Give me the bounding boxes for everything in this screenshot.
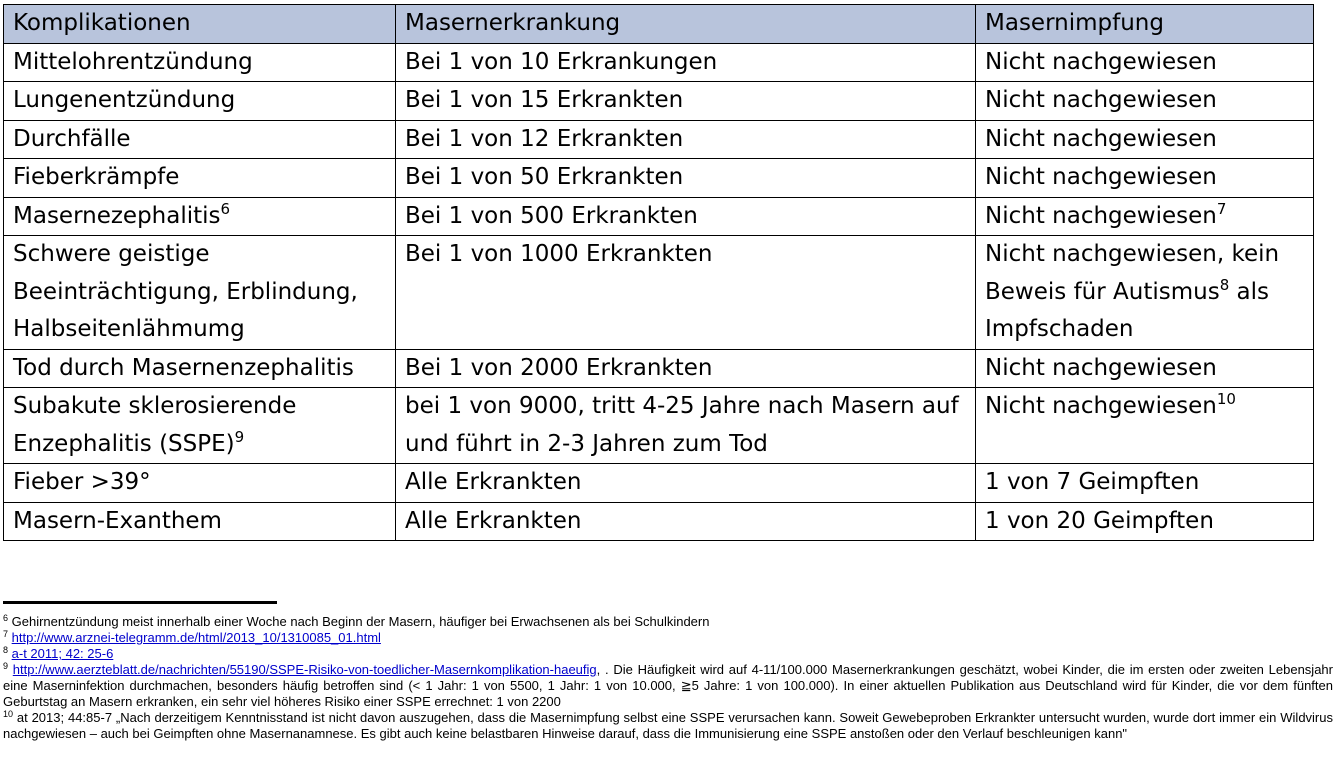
table-row bbox=[4, 236, 1314, 350]
vaccine-cell: Nicht nachgewiesen bbox=[976, 159, 1314, 198]
complication-cell: Lungenentzündung bbox=[4, 82, 396, 121]
disease-cell: Bei 1 von 2000 Erkrankten bbox=[396, 349, 976, 388]
footnote-9: $^9$ http://www.aerzteblatt.de/nachrichten/55190/SSPE-Risiko-von-toedlicher-Masernkomplikation-haeufig, . Die Häufigkeit wird auf 4-11/100.000 Masernerkrankungen geschätzt, wobei Kinder, die im ersten oder zweiten Lebensjahr eine Maserninfektion durchmachen, besonders häufig betroffen sind (< 1 Jahr: 1 von 5500, 1 Jahr: 1 von 10.000, ≧5 Jahre: 1 von 100.000). In einer aktuellen Publikation aus Deutschland wird für Kinder, die vor dem fünften Geburtstag an Masern erkranken, ein sehr viel höheres Risiko einer SSPE errechnet: 1 von 2200 bbox=[3, 661, 1333, 709]
table-row bbox=[4, 120, 1314, 159]
footnote-9-link[interactable]: http://www.aerzteblatt.de/nachrichten/55190/SSPE-Risiko-von-toedlicher-Masernkomplikation-haeufig bbox=[12, 662, 597, 677]
table-header-row bbox=[4, 5, 1314, 44]
table-row bbox=[4, 349, 1314, 388]
complication-cell: Fieber >39° bbox=[4, 464, 396, 503]
footnote-8-link[interactable]: a-t 2011; 42: 25-6 bbox=[11, 646, 114, 661]
footnote-ref: 9 bbox=[234, 427, 245, 446]
footnote-ref: 7 bbox=[1216, 199, 1227, 218]
footnote-ref: 6 bbox=[220, 199, 231, 218]
footnote-ref: 10 bbox=[1216, 390, 1236, 408]
header-komplikationen: Komplikationen bbox=[4, 5, 396, 44]
table-row bbox=[4, 388, 1314, 464]
footnote-ref: 8 bbox=[1219, 275, 1230, 294]
disease-cell: Bei 1 von 10 Erkrankungen bbox=[396, 43, 976, 82]
complication-cell: Durchfälle bbox=[4, 120, 396, 159]
disease-cell: Alle Erkrankten bbox=[396, 464, 976, 503]
vaccine-cell: 1 von 7 Geimpften bbox=[976, 464, 1314, 503]
footnote-7-link[interactable]: http://www.arznei-telegramm.de/html/2013_10/1310085_01.html bbox=[11, 630, 381, 645]
footnote-10: $^{10}$ at 2013; 44:85-7 „Nach derzeitigem Kenntnisstand ist nicht davon auszugehen, dass die Masernimpfung selbst eine SSPE verursachen kann. Soweit Gewebeproben Erkrankter untersucht wurden, wurde dort immer ein Wildvirus nachgewiesen – auch bei Geimpften ohne Masernanamnese. Es gibt auch keine belastbaren Hinweise darauf, dass die Immunisierung eine SSPE anstoßen oder den Verlauf beschleunigen kann" bbox=[3, 709, 1333, 741]
disease-cell: bei 1 von 9000, tritt 4-25 Jahre nach Masern auf und führt in 2-3 Jahren zum Tod bbox=[396, 388, 976, 464]
vaccine-cell: Nicht nachgewiesen bbox=[976, 43, 1314, 82]
complication-cell: Subakute sklerosierende Enzephalitis (SSPE)$^9$ bbox=[4, 388, 396, 464]
header-masernerkrankung: Masernerkrankung bbox=[396, 5, 976, 44]
complication-cell: Masernezephalitis$^6$ bbox=[4, 197, 396, 236]
vaccine-cell: Nicht nachgewiesen, kein Beweis für Autismus$^8$ als Impfschaden bbox=[976, 236, 1314, 350]
header-masernimpfung: Masernimpfung bbox=[976, 5, 1314, 44]
complication-cell: Masern-Exanthem bbox=[4, 502, 396, 541]
table-row bbox=[4, 502, 1314, 541]
vaccine-cell: Nicht nachgewiesen$^{10}$ bbox=[976, 388, 1314, 464]
complication-cell: Schwere geistige Beeinträchtigung, Erblindung, Halbseitenlähmumg bbox=[4, 236, 396, 350]
footnotes bbox=[3, 614, 1333, 742]
vaccine-cell: Nicht nachgewiesen$^7$ bbox=[976, 197, 1314, 236]
footnote-separator bbox=[3, 601, 277, 604]
vaccine-cell: Nicht nachgewiesen bbox=[976, 120, 1314, 159]
footnote-8: $^8$ a-t 2011; 42: 25-6 bbox=[3, 645, 114, 661]
complication-cell: Fieberkrämpfe bbox=[4, 159, 396, 198]
complication-cell: Mittelohrentzündung bbox=[4, 43, 396, 82]
complications-table bbox=[3, 4, 1314, 541]
footnote-6: $^6$ Gehirnentzündung meist innerhalb einer Woche nach Beginn der Masern, häufiger bei Erwachsenen als bei Schulkindern bbox=[3, 613, 710, 629]
disease-cell: Alle Erkrankten bbox=[396, 502, 976, 541]
table-row bbox=[4, 159, 1314, 198]
disease-cell: Bei 1 von 1000 Erkrankten bbox=[396, 236, 976, 350]
disease-cell: Bei 1 von 12 Erkrankten bbox=[396, 120, 976, 159]
complication-cell: Tod durch Masernenzephalitis bbox=[4, 349, 396, 388]
table-row bbox=[4, 43, 1314, 82]
vaccine-cell: 1 von 20 Geimpften bbox=[976, 502, 1314, 541]
vaccine-cell: Nicht nachgewiesen bbox=[976, 349, 1314, 388]
table-row bbox=[4, 197, 1314, 236]
disease-cell: Bei 1 von 50 Erkrankten bbox=[396, 159, 976, 198]
vaccine-cell: Nicht nachgewiesen bbox=[976, 82, 1314, 121]
footnote-7: $^7$ http://www.arznei-telegramm.de/html/2013_10/1310085_01.html bbox=[3, 629, 381, 645]
disease-cell: Bei 1 von 15 Erkrankten bbox=[396, 82, 976, 121]
table-row bbox=[4, 464, 1314, 503]
disease-cell: Bei 1 von 500 Erkrankten bbox=[396, 197, 976, 236]
table-row bbox=[4, 82, 1314, 121]
